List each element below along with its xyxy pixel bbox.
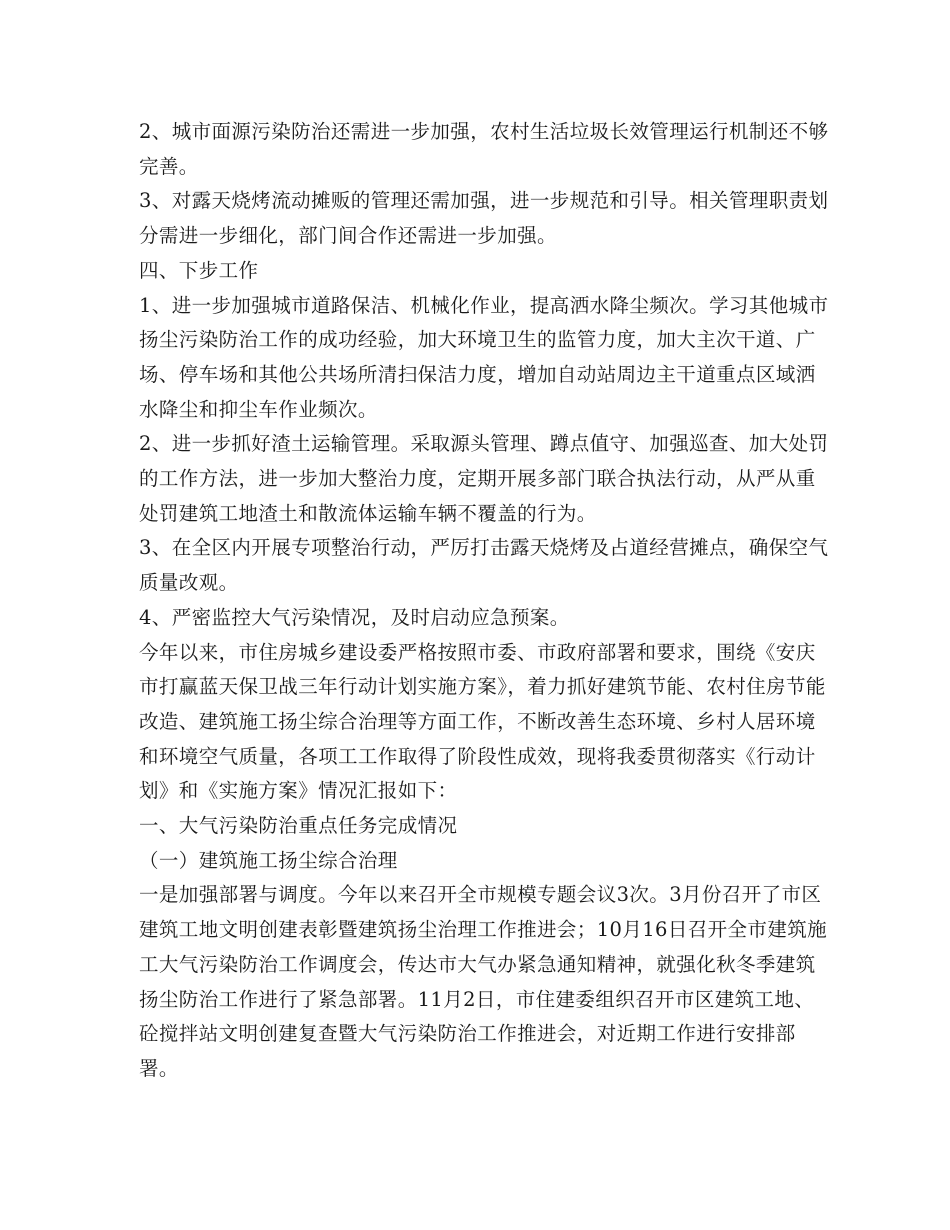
paragraph: 2、进一步抓好渣土运输管理。采取源头管理、蹲点值守、加强巡查、加大处罚的工作方法，进一步加大整治力度，定期开展多部门联合执法行动，从严从重处罚建筑工地渣土和散流体运输车辆不覆盖的行为。 bbox=[139, 432, 829, 525]
paragraph: 4、严密监控大气污染情况，及时启动应急预案。 bbox=[139, 605, 570, 629]
paragraph: 今年以来，市住房城乡建设委严格按照市委、市政府部署和要求，围绕《安庆市打赢蓝天保卫战三年行动计划实施方案》，着力抓好建筑节能、农村住房节能改造、建筑施工扬尘综合治理等方面工作，不断改善生态环境、乡村人居环境和环境空气质量，各项工工作取得了阶段性成效，现将我委贯彻落实《行动计划》和《实施方案》情况汇报如下： bbox=[139, 640, 826, 803]
subsection-heading: （一）建筑施工扬尘综合治理 bbox=[139, 848, 398, 872]
paragraph: 3、在全区内开展专项整治行动，严厉打击露天烧烤及占道经营摊点，确保空气质量改观。 bbox=[139, 536, 829, 595]
document-body bbox=[139, 115, 829, 1087]
paragraph: 3、对露天烧烤流动摊贩的管理还需加强，进一步规范和引导。相关管理职责划分需进一步细化，部门间合作还需进一步加强。 bbox=[139, 189, 829, 248]
paragraph: 2、城市面源污染防治还需进一步加强，农村生活垃圾长效管理运行机制还不够完善。 bbox=[139, 120, 829, 178]
section-heading: 一、大气污染防治重点任务完成情况 bbox=[139, 814, 458, 838]
section-heading: 四、下步工作 bbox=[139, 258, 259, 282]
paragraph: 一是加强部署与调度。今年以来召开全市规模专题会议3次。3月份召开了市区建筑工地文明创建表彰暨建筑扬尘治理工作推进会；10月16日召开全市建筑施工大气污染防治工作调度会，传达市大气办紧急通知精神，就强化秋冬季建筑扬尘防治工作进行了紧急部署。11月2日，市住建委组织召开市区建筑工地、砼搅拌站文明创建复查暨大气污染防治工作推进会，对近期工作进行安排部署。 bbox=[139, 883, 828, 1080]
paragraph: 1、进一步加强城市道路保洁、机械化作业，提高洒水降尘频次。学习其他城市扬尘污染防治工作的成功经验，加大环境卫生的监管力度，加大主次干道、广场、停车场和其他公共场所清扫保洁力度，增加自动站周边主干道重点区域洒水降尘和抑尘车作业频次。 bbox=[139, 293, 829, 421]
